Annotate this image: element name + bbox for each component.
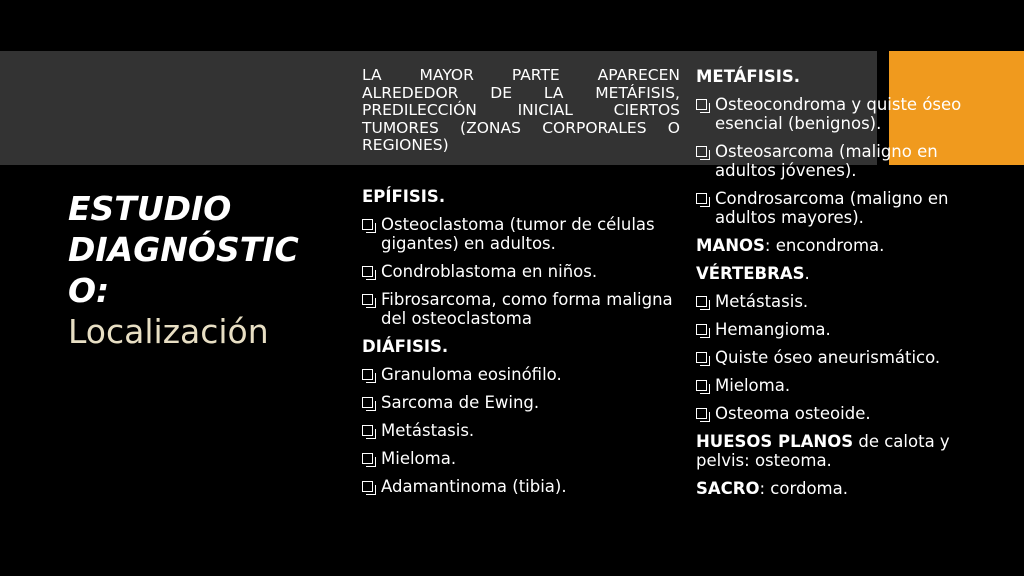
list-item: Osteocondroma y quiste óseo esencial (benignos).	[696, 95, 996, 133]
checkbox-bullet-icon	[362, 425, 373, 436]
checkbox-bullet-icon	[362, 397, 373, 408]
checkbox-bullet-icon	[362, 369, 373, 380]
list-item: Condroblastoma en niños.	[362, 262, 680, 281]
checkbox-bullet-icon	[696, 296, 707, 307]
checkbox-bullet-icon	[696, 352, 707, 363]
list-item: Adamantinoma (tibia).	[362, 477, 680, 496]
checkbox-bullet-icon	[362, 294, 373, 305]
vertebras-heading: VÉRTEBRAS.	[696, 264, 810, 283]
intro-text: LA MAYOR PARTE APARECEN ALREDEDOR DE LA METÁFISIS, PREDILECCIÓN INICIAL CIERTOS TUMORES (ZONAS CORPORALES O REGIONES)	[362, 66, 680, 154]
checkbox-bullet-icon	[362, 266, 373, 277]
list-item: Quiste óseo aneurismático.	[696, 348, 996, 367]
list-item: Osteoma osteoide.	[696, 404, 996, 423]
title-subtitle: Localización	[68, 312, 269, 351]
checkbox-bullet-icon	[696, 324, 707, 335]
list-item: Osteoclastoma (tumor de células gigantes) en adultos.	[362, 215, 680, 253]
list-item: Mieloma.	[696, 376, 996, 395]
diafisis-heading: DIÁFISIS.	[362, 336, 449, 356]
manos-line: MANOS: encondroma.	[696, 236, 885, 255]
huesos-planos-line: HUESOS PLANOS de calota y pelvis: osteoma.	[696, 432, 950, 470]
epifisis-heading: EPÍFISIS.	[362, 186, 446, 206]
list-item: Mieloma.	[362, 449, 680, 468]
slide-title	[68, 188, 298, 352]
left-column	[362, 67, 680, 505]
checkbox-bullet-icon	[696, 99, 707, 110]
list-item: Fibrosarcoma, como forma maligna del osteoclastoma	[362, 290, 680, 328]
title-line-1: ESTUDIO	[68, 189, 232, 228]
checkbox-bullet-icon	[362, 453, 373, 464]
list-item: Condrosarcoma (maligno en adultos mayores).	[696, 189, 996, 227]
checkbox-bullet-icon	[696, 408, 707, 419]
right-column	[696, 67, 996, 507]
list-item: Metástasis.	[362, 421, 680, 440]
checkbox-bullet-icon	[696, 193, 707, 204]
checkbox-bullet-icon	[362, 481, 373, 492]
sacro-line: SACRO: cordoma.	[696, 479, 848, 498]
list-item: Sarcoma de Ewing.	[362, 393, 680, 412]
list-item: Osteosarcoma (maligno en adultos jóvenes).	[696, 142, 996, 180]
metafisis-heading: METÁFISIS.	[696, 67, 801, 86]
title-line-2: DIAGNÓSTIC	[68, 230, 299, 269]
checkbox-bullet-icon	[362, 219, 373, 230]
list-item: Hemangioma.	[696, 320, 996, 339]
list-item: Granuloma eosinófilo.	[362, 365, 680, 384]
list-item: Metástasis.	[696, 292, 996, 311]
title-line-3: O:	[68, 271, 110, 310]
checkbox-bullet-icon	[696, 380, 707, 391]
checkbox-bullet-icon	[696, 146, 707, 157]
